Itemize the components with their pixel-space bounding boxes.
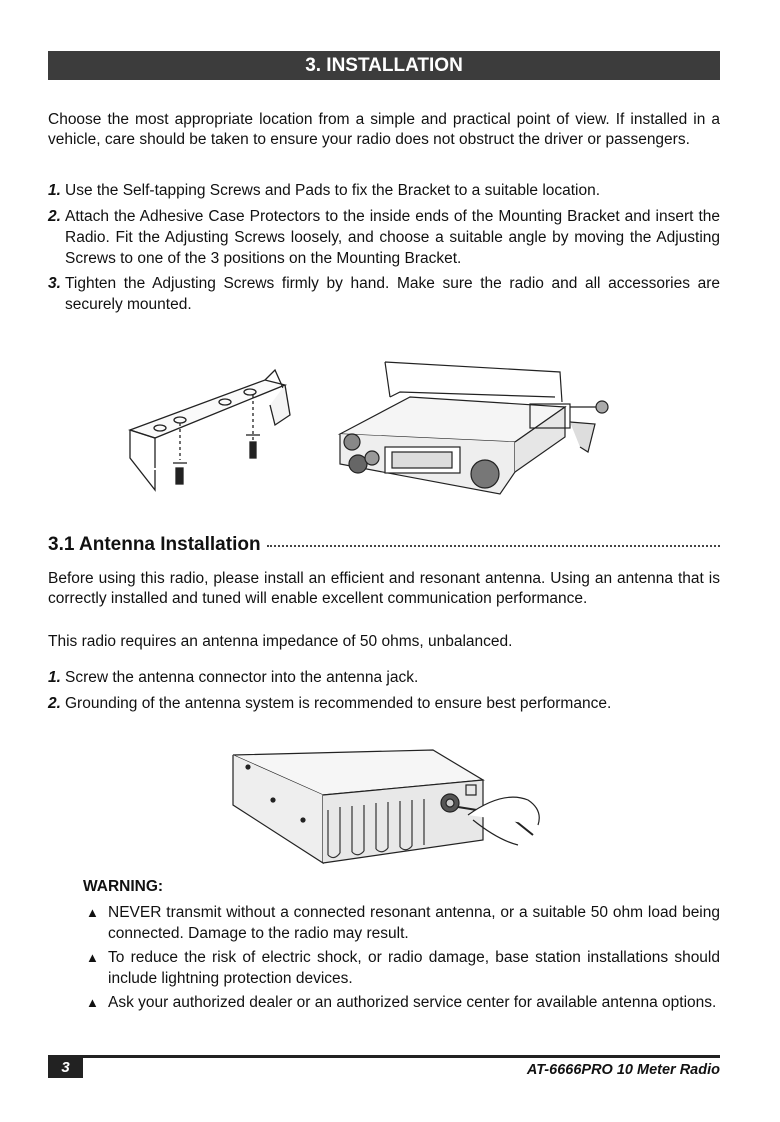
step-text: Use the Self-tapping Screws and Pads to fix the Bracket to a suitable location.	[65, 182, 601, 199]
install-step-3	[48, 273, 720, 315]
leader-dots	[267, 544, 720, 547]
radio-bracket-illustration	[330, 352, 615, 500]
antenna-paragraph-2: This radio requires an antenna impedance of 50 ohms, unbalanced.	[48, 633, 513, 650]
step-number: 2.	[48, 208, 61, 225]
intro-paragraph: Choose the most appropriate location from a simple and practical point of view. If installed in a vehicle, care should be taken to ensure your radio does not obstruct the driver or passengers.	[48, 111, 720, 148]
antenna-step-2	[48, 693, 720, 714]
step-text: Screw the antenna connector into the antenna jack.	[65, 669, 419, 686]
warning-triangle-icon: ▲	[86, 905, 99, 920]
warning-item-2	[86, 947, 720, 989]
warning-text: To reduce the risk of electric shock, or radio damage, base station installations should include lightning protection devices.	[108, 949, 720, 987]
section-title: 3. INSTALLATION	[48, 51, 720, 80]
warning-item-3	[86, 992, 720, 1013]
step-text: Attach the Adhesive Case Protectors to the inside ends of the Mounting Bracket and insert the Radio. Fit the Adjusting Screws loosely, and choose a suitable angle by moving the Adjusting Screws to one of the 3 positions on the Mounting Bracket.	[65, 208, 720, 267]
warning-item-1	[86, 902, 720, 944]
mounting-bracket-illustration	[125, 360, 305, 495]
subsection-title: 3.1 Antenna Installation	[48, 534, 261, 555]
step-number: 1.	[48, 182, 61, 199]
step-number: 2.	[48, 695, 61, 712]
antenna-step-1	[48, 667, 720, 688]
antenna-paragraph-1: Before using this radio, please install an efficient and resonant antenna. Using an antenna that is correctly installed and tuned will enable excellent communication performance.	[48, 570, 720, 607]
warning-triangle-icon: ▲	[86, 950, 99, 965]
step-number: 1.	[48, 669, 61, 686]
warning-text: Ask your authorized dealer or an authorized service center for available antenna options.	[108, 994, 717, 1011]
install-step-2	[48, 206, 720, 269]
page-number: 3	[48, 1058, 83, 1078]
footer-title: AT-6666PRO 10 Meter Radio	[526, 1062, 720, 1078]
install-step-1	[48, 180, 720, 201]
antenna-installation-heading	[48, 534, 720, 560]
warning-title: WARNING:	[83, 878, 164, 895]
step-text: Grounding of the antenna system is recommended to ensure best performance.	[65, 695, 612, 712]
footer-divider	[48, 1055, 720, 1058]
warning-triangle-icon: ▲	[86, 995, 99, 1010]
step-number: 3.	[48, 275, 61, 292]
antenna-connection-illustration	[228, 745, 548, 867]
warning-text: NEVER transmit without a connected resonant antenna, or a suitable 50 ohm load being connected. Damage to the radio may result.	[108, 904, 720, 942]
step-text: Tighten the Adjusting Screws firmly by hand. Make sure the radio and all accessories are securely mounted.	[65, 275, 720, 313]
